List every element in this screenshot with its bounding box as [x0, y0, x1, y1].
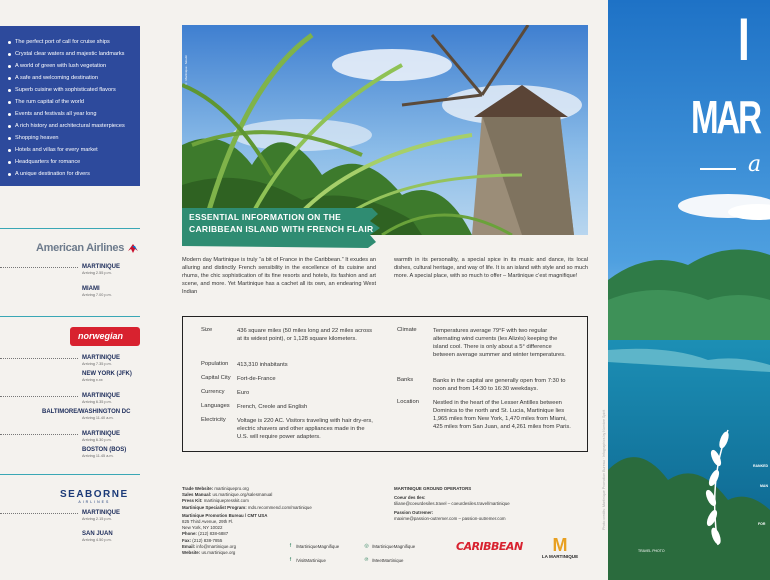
cover-title: MAR — [691, 91, 760, 143]
sales-link[interactable]: us.martinique.org/salesmanual — [212, 492, 273, 498]
route-time: Arriving 11.40 a.m. — [82, 416, 114, 420]
contact-info: Trade Website: martiniquepro.org Sales Manual: us.martinique.org/salesmanual Press Kit: martiniquepresskit.com Martinique Specialist Program: mds.recommend.com/martinique Martinique Promotion Bureau / CMT USA 825 Third Avenue, 29th Fl. New York, NY 10022 Phone: (212) 838-6887 Fax: (212) 838-7855 Email: info@martinique.org Website: us.martinique.org MARTINIQUE GROUND OPERATORS Coeur des Iles: tiliane@coeurdesiles.travel – coeurdesiles.travel/martinique Passion Outremer: maxime@passion-outremer.com – passion-outremer.com f /MartiniqueMagnifique ◎ /MartiniqueMagnifique f /VisitMartinique ℗ /MeetMartinique — [182, 486, 510, 563]
cover-title-top: I — [738, 6, 750, 73]
route-time: Arriving 4.50 p.m. — [82, 538, 112, 542]
highlight-item: Superb cuisine with sophisticated flavors — [8, 84, 136, 96]
route-dest: BOSTON (BOS) — [82, 447, 127, 453]
website-link[interactable]: us.martinique.org — [201, 550, 236, 556]
seaborne-logo: SEABORNE AIRLINES — [60, 489, 129, 504]
credits-note: Photo credits: Martinique Promotion Bureau · Infographics by Nombre Spirit — [602, 409, 606, 530]
route-time: Arriving 6.35 p.m. — [82, 400, 112, 404]
highlight-item: The rum capital of the world — [8, 96, 136, 108]
divider — [0, 474, 140, 475]
email-link[interactable]: info@martinique.org — [196, 543, 237, 549]
intro-text — [182, 256, 588, 296]
route-dest: MARTINIQUE — [82, 393, 120, 399]
fact-row: Currency Euro — [201, 389, 250, 396]
fact-row: Electricity Voltage is 220 AC. Visitors traveling with hair dry-ers, electric shavers and other appliances made in the U.S. will require power adapters. — [201, 417, 373, 440]
american-airlines-logo: American Airlines — [36, 242, 139, 254]
route-dest: BALTIMORE/WASHINGTON DC — [42, 409, 131, 415]
highlight-item: Events and festivals all year long — [8, 108, 136, 120]
highlights-list — [0, 26, 140, 186]
route-dest: MIAMI — [82, 286, 100, 292]
route-dest: MARTINIQUE — [82, 510, 120, 516]
highlight-item: A rich history and architectural masterpieces — [8, 120, 136, 132]
divider — [0, 316, 140, 317]
trade-link[interactable]: martiniquepro.org — [214, 486, 249, 491]
ground-operators: MARTINIQUE GROUND OPERATORS Coeur des Iles: tiliane@coeurdesiles.travel – coeurdesiles.travel/martinique Passion Outremer: maxime@passion-outremer.com – passion-outremer.com — [394, 486, 510, 521]
press-link[interactable]: martiniquepresskit.com — [203, 498, 249, 504]
cover-panel — [608, 0, 770, 580]
highlight-item: Headquarters for romance — [8, 156, 136, 168]
specialist-link[interactable]: mds.recommend.com/martinique — [247, 504, 312, 510]
route-time: Arriving x.xx — [82, 378, 103, 382]
section-title: ESSENTIAL INFORMATION ON THE CARIBBEAN ISLAND WITH FRENCH FLAIR — [189, 212, 374, 234]
route-time: Arriving 11.45 a.m. — [82, 454, 114, 458]
highlight-item: A safe and welcoming destination — [8, 72, 136, 84]
highlight-item: A world of green with lush vegetation — [8, 60, 136, 72]
intro-col-2: warmth in its personality, a special spice in its music and dance, its local dishes, cultural heritage, and way of life. It is an island with style and so much more. A special place, with so much to offer – Martinique c’est magnifique! — [394, 257, 588, 279]
fact-row: Location Nestled in the heart of the Lesser Antilles between Dominica to the north and St. Lucia, Martinique lies 1,965 miles from New York, 1,470 miles from Miami, 425 miles from San Juan, and 4,261 miles from Paris. — [397, 399, 571, 430]
route-time: Arriving 7.35 p.m. — [82, 362, 112, 366]
info-panel — [160, 0, 608, 580]
fact-row: Banks Banks in the capital are generally open from 7:30 to noon and from 14:30 to 16:30 weekdays. — [397, 377, 566, 392]
divider — [0, 228, 140, 229]
highlight-item: Crystal clear waters and majestic landmarks — [8, 48, 136, 60]
route-time: Arriving 7.00 p.m. — [82, 293, 112, 297]
caribbean-logo: CARIBBEAN — [456, 540, 523, 553]
fact-row: Climate Temperatures average 79°F with two regular alternating wind currents (les Alizés) keeping the island cool. There is only about a 5° difference between average summer and winter temperatures. — [397, 327, 566, 358]
highlight-item: Shopping heaven — [8, 132, 136, 144]
cover-badge-text: MAN — [760, 484, 768, 488]
fact-row: Population 413,310 inhabitants — [201, 361, 288, 368]
intro-col-1: Modern day Martinique is truly “a bit of France in the Caribbean.” It exudes an alluring and distinctly French sensibility in the excellence of its cuisine and rhums, the chic sophistication of its fine resorts and hotels, its fashion and art scene, and more. Yet Martinique has a cachet all its own, an endearing West Indian — [182, 257, 376, 295]
instagram-link[interactable]: ◎ /MartiniqueMagnifique — [364, 543, 416, 549]
highlight-item: Hotels and villas for every market — [8, 144, 136, 156]
facts-table — [182, 316, 588, 452]
route-dest: MARTINIQUE — [82, 431, 120, 437]
facebook-icon: f — [289, 557, 292, 563]
cover-photo-credit: TRAVEL PHOTO — [638, 549, 665, 553]
highlight-item: The perfect port of call for cruise ships — [8, 36, 136, 48]
route-dest: NEW YORK (JFK) — [82, 371, 132, 377]
facebook-link[interactable]: f /MartiniqueMagnifique — [289, 543, 340, 549]
facebook-link-2[interactable]: f /VisitMartinique — [289, 557, 326, 563]
eagle-icon — [127, 242, 139, 254]
cover-badge-text: FOR — [758, 522, 766, 526]
fact-row: Size 436 square miles (50 miles long and 22 miles across at its widest point), or 1,128 square kilometers. — [201, 327, 373, 342]
martinique-logo: M LA MARTINIQUE — [541, 535, 579, 559]
instagram-icon: ◎ — [364, 543, 369, 549]
route-dest: MARTINIQUE — [82, 264, 120, 270]
windmill-photo — [182, 25, 588, 235]
photo-credit: © Martinique · Moulin — [184, 55, 188, 86]
norwegian-logo: norwegian — [70, 327, 140, 346]
route-time: Arriving 6.30 p.m. — [82, 438, 112, 442]
fact-row: Languages French, Creole and English — [201, 403, 308, 410]
fact-row: Capital City Fort-de-France — [201, 375, 276, 382]
route-dest: SAN JUAN — [82, 531, 113, 537]
pinterest-link[interactable]: ℗ /MeetMartinique — [364, 557, 404, 563]
route-time: Arriving 2.55 p.m. — [82, 271, 112, 275]
cover-script: a — [748, 152, 762, 177]
section-banner — [182, 208, 382, 248]
facebook-icon: f — [289, 543, 292, 549]
pinterest-icon: ℗ — [364, 557, 369, 563]
highlight-item: A unique destination for divers — [8, 168, 136, 180]
flight-panel — [0, 0, 160, 580]
cover-badge-text: RANKED — [753, 464, 768, 468]
route-dest: MARTINIQUE — [82, 355, 120, 361]
route-time: Arriving 2.15 p.m. — [82, 517, 112, 521]
cover-dash — [700, 168, 736, 170]
